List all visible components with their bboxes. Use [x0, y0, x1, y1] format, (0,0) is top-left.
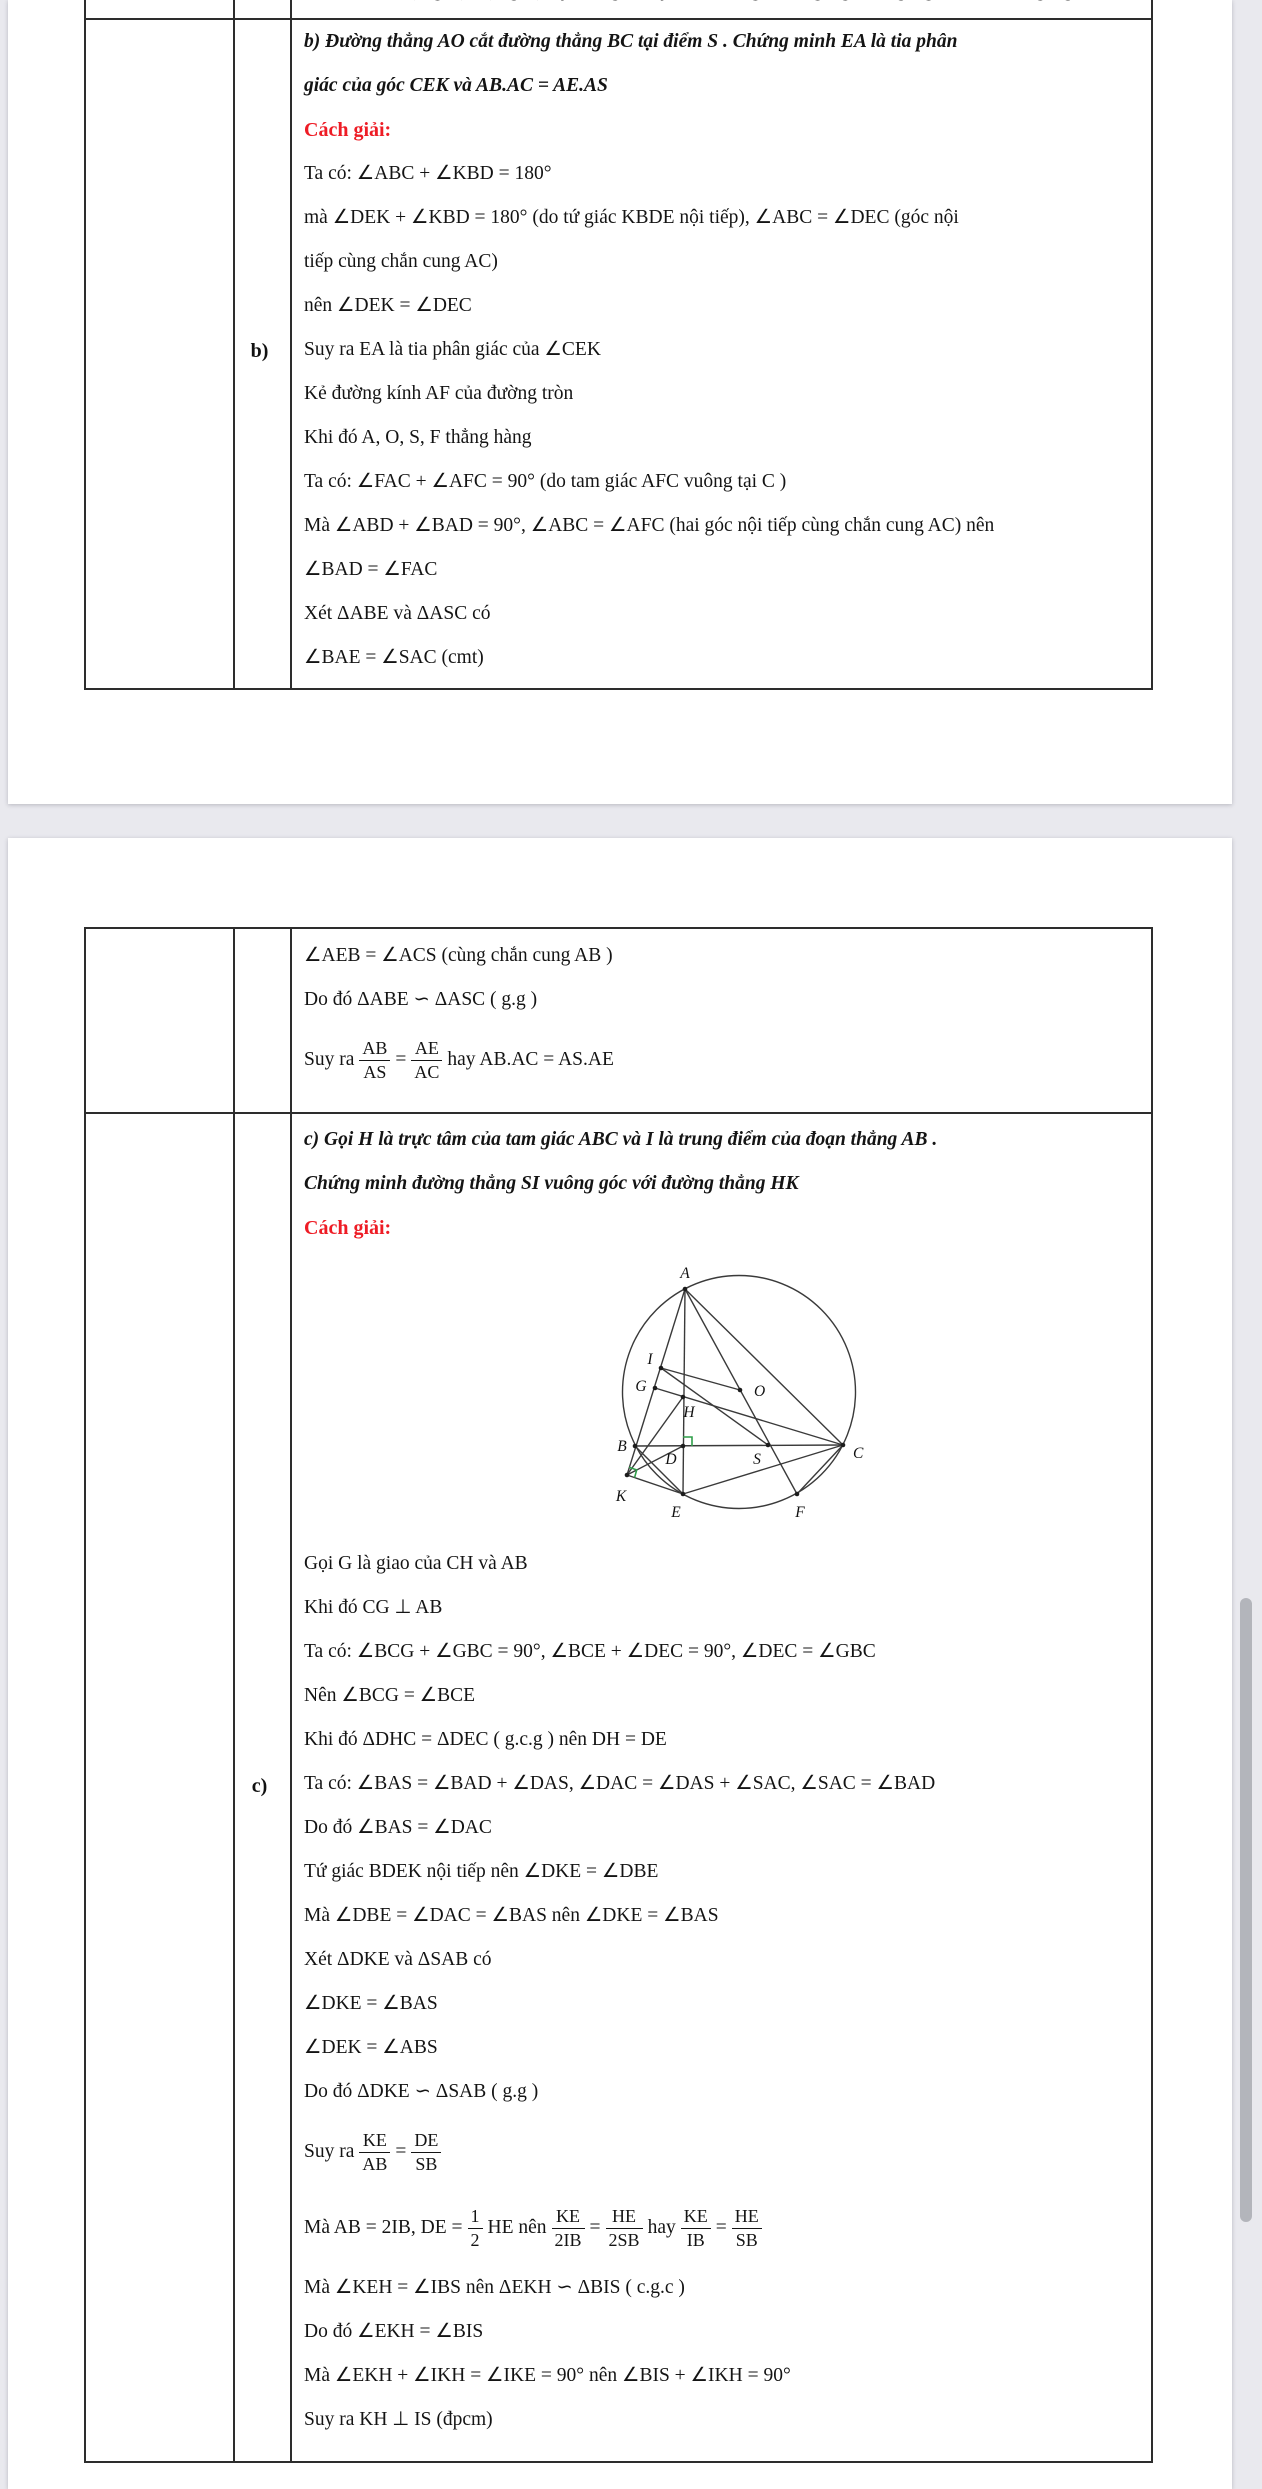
math-line — [304, 2070, 1149, 2114]
math-text: Xét ΔABE và ΔASC có — [304, 603, 491, 624]
solution-table-page1 — [84, 0, 1153, 690]
math-line — [304, 284, 1149, 328]
point-label-C: C — [853, 1445, 864, 1462]
math-line — [304, 1718, 1149, 1762]
math-line — [304, 1806, 1149, 1850]
math-line — [304, 1630, 1149, 1674]
math-text: Mà ∠EKH + ∠IKH = ∠IKE = 90° nên ∠BIS + ∠IKH = 90° — [304, 2365, 791, 2386]
math-line — [304, 1022, 1149, 1098]
point-F — [795, 1492, 800, 1497]
fraction: $\frac{HE}{SB}$ — [732, 2206, 762, 2249]
math-text: ∠AEB = ∠ACS (cùng chắn cung AB ) — [304, 945, 613, 966]
segment-CE — [683, 1445, 843, 1494]
math-text: = — [395, 1049, 407, 1070]
math-line — [304, 1938, 1149, 1982]
math-text: Kẻ đường kính AF của đường tròn — [304, 383, 574, 404]
point-label-H: H — [683, 1404, 695, 1421]
math-line — [304, 2266, 1149, 2310]
math-line — [304, 196, 1149, 240]
math-text: Suy ra — [304, 2141, 355, 2162]
segment-BC — [635, 1445, 843, 1446]
math-text: Do đó ΔABE ∽ ΔASC ( g.g ) — [304, 989, 538, 1010]
fraction: $\frac{DE}{SB}$ — [411, 2130, 441, 2173]
problem-statement-line — [304, 20, 1149, 64]
page-2 — [8, 838, 1232, 2489]
row-label-c: c) — [251, 1775, 268, 1797]
math-text: ∠BAE = ∠SAC (cmt) — [304, 647, 484, 668]
math-text: Cách giải: — [304, 119, 392, 141]
math-line — [304, 1674, 1149, 1718]
math-text: Khi đó ΔDHC = ΔDEC ( g.c.g ) nên DH = DE — [304, 1729, 667, 1750]
clipped-previous-row-text — [292, 0, 1149, 16]
point-I — [659, 1366, 664, 1371]
point-label-B: B — [617, 1438, 627, 1455]
math-line — [304, 2026, 1149, 2070]
fraction: $\frac{HE}{2SB}$ — [606, 2206, 643, 2249]
math-text: HE nên — [487, 2217, 547, 2238]
math-line — [304, 2354, 1149, 2398]
solution-text-b — [292, 20, 1149, 680]
segment-KE — [627, 1475, 683, 1494]
point-H — [681, 1395, 686, 1400]
fraction: $\frac{1}{2}$ — [468, 2206, 483, 2249]
math-line — [304, 504, 1149, 548]
point-label-F: F — [795, 1504, 805, 1521]
math-text: Cách giải: — [304, 1217, 392, 1239]
circle-diagram — [592, 1260, 884, 1532]
math-text: c) Gọi H là trực tâm của tam giác ABC và I là trung điểm của đoạn thẳng AB . — [304, 1129, 938, 1150]
fraction: $\frac{KE}{2IB}$ — [552, 2206, 585, 2249]
math-text: Suy ra EA là tia phân giác của ∠CEK — [304, 339, 601, 360]
math-text: = — [395, 2141, 407, 2162]
point-S — [766, 1443, 771, 1448]
math-line — [304, 372, 1149, 416]
segment-AE — [683, 1289, 685, 1494]
math-text: Suy ra — [304, 1049, 355, 1070]
scrollbar-thumb[interactable] — [1240, 1598, 1252, 2222]
math-text: Xét ΔDKE và ΔSAB có — [304, 1949, 492, 1970]
math-text: mà ∠DEK + ∠KBD = 180° (do tứ giác KBDE nội tiếp), ∠ABC = ∠DEC (góc nội — [304, 207, 959, 228]
math-line — [304, 1894, 1149, 1938]
point-K — [625, 1473, 630, 1478]
geometry-figure — [592, 1260, 884, 1532]
math-text: b) Đường thẳng AO cắt đường thẳng BC tại điểm S . Chứng minh EA là tia phân — [304, 31, 958, 52]
math-line — [304, 592, 1149, 636]
math-line — [304, 978, 1149, 1022]
math-text: Mà AB = 2IB, DE = — [304, 2217, 463, 2238]
math-line — [304, 416, 1149, 460]
point-label-K: K — [615, 1488, 627, 1505]
fraction: $\frac{AE}{AC}$ — [411, 1038, 442, 1081]
page-1 — [8, 0, 1232, 804]
math-line — [304, 548, 1149, 592]
solution-heading — [304, 108, 1149, 152]
table-row-divider — [86, 1112, 1151, 1114]
math-line — [304, 2398, 1149, 2442]
math-line — [304, 240, 1149, 284]
math-text: Nên ∠BCG = ∠BCE — [304, 1685, 476, 1706]
problem-statement-line — [304, 1118, 1149, 1162]
math-text: Khi đó A, O, S, F thẳng hàng — [304, 427, 532, 448]
row-label-b: b) — [250, 340, 269, 362]
math-text: Ta có: ∠BCG + ∠GBC = 90°, ∠BCE + ∠DEC = 90°, ∠DEC = ∠GBC — [304, 1641, 876, 1662]
point-O — [738, 1388, 743, 1393]
math-text: giác của góc CEK và AB.AC = AE.AS — [304, 75, 608, 96]
math-text: Do đó ∠BAS = ∠DAC — [304, 1817, 492, 1838]
math-line — [304, 1982, 1149, 2026]
math-text: Ta có: ∠ABC + ∠KBD = 180° — [304, 163, 552, 184]
math-text: ∠BAD = ∠FAC — [304, 559, 438, 580]
math-text: Do đó ΔDKE ∽ ΔSAB ( g.g ) — [304, 2081, 539, 2102]
segment-IS — [661, 1368, 768, 1445]
segment-IO — [661, 1368, 740, 1390]
math-text: Khi đó CG ⊥ AB — [304, 1597, 443, 1618]
table-column-divider — [233, 929, 235, 2461]
math-text: Tứ giác BDEK nội tiếp nên ∠DKE = ∠DBE — [304, 1861, 659, 1882]
math-line — [304, 328, 1149, 372]
math-line — [304, 1542, 1149, 1586]
math-text: Ta có: ∠BAS = ∠BAD + ∠DAS, ∠DAC = ∠DAS + ∠SAC, ∠SAC = ∠BAD — [304, 1773, 936, 1794]
math-line — [304, 2114, 1149, 2190]
point-B — [633, 1444, 638, 1449]
solution-text-b-continued — [292, 934, 1149, 1098]
solution-text-c — [292, 1118, 1149, 2442]
math-line — [304, 2190, 1149, 2266]
math-text: hay AB.AC = AS.AE — [447, 1049, 614, 1070]
point-label-A: A — [680, 1265, 690, 1282]
point-E — [681, 1492, 686, 1497]
fraction: $\frac{KE}{AB}$ — [359, 2130, 390, 2173]
math-line — [304, 460, 1149, 504]
math-line — [304, 1762, 1149, 1806]
math-text: Mà ∠DBE = ∠DAC = ∠BAS nên ∠DKE = ∠BAS — [304, 1905, 719, 1926]
fraction: $\frac{AB}{AS}$ — [359, 1038, 390, 1081]
math-text: ∠DEK = ∠ABS — [304, 2037, 438, 2058]
point-label-S: S — [753, 1451, 761, 1468]
math-text: = — [589, 2217, 601, 2238]
solution-table-page2 — [84, 927, 1153, 2463]
math-text: nên ∠DEK = ∠DEC — [304, 295, 472, 316]
math-text: = — [715, 2217, 727, 2238]
fraction: $\frac{KE}{IB}$ — [681, 2206, 711, 2249]
math-line — [304, 1586, 1149, 1630]
math-text: Gọi G là giao của CH và AB — [304, 1553, 528, 1574]
problem-statement-line — [304, 1162, 1149, 1206]
point-C — [841, 1443, 846, 1448]
point-A — [683, 1287, 688, 1292]
math-text: ∠DKE = ∠BAS — [304, 1993, 438, 2014]
point-label-O: O — [754, 1383, 766, 1400]
math-text: Mà ∠ABD + ∠BAD = 90°, ∠ABC = ∠AFC (hai góc nội tiếp cùng chắn cung AC) nên — [304, 515, 995, 536]
math-text: Mà ∠KEH = ∠IBS nên ΔEKH ∽ ΔBIS ( c.g.c ) — [304, 2277, 685, 2298]
math-text: Chứng minh đường thẳng SI vuông góc với đường thẳng HK — [304, 1173, 799, 1194]
math-line — [304, 2310, 1149, 2354]
math-line — [304, 1850, 1149, 1894]
math-text: tiếp cùng chắn cung AC) — [304, 251, 498, 272]
point-label-D: D — [665, 1451, 677, 1468]
solution-heading — [304, 1206, 1149, 1250]
math-text: Ta có: ∠FAC + ∠AFC = 90° (do tam giác AFC vuông tại C ) — [304, 471, 787, 492]
point-label-E: E — [671, 1504, 681, 1521]
math-text: hay — [647, 2217, 676, 2238]
point-label-I: I — [647, 1351, 653, 1368]
math-line — [304, 636, 1149, 680]
math-text: Suy ra KH ⊥ IS (đpcm) — [304, 2409, 493, 2430]
point-D — [681, 1444, 686, 1449]
point-G — [653, 1386, 658, 1391]
math-line — [304, 934, 1149, 978]
math-text: Do đó ∠EKH = ∠BIS — [304, 2321, 484, 2342]
math-line — [304, 152, 1149, 196]
point-label-G: G — [635, 1378, 647, 1395]
problem-statement-line — [304, 64, 1149, 108]
